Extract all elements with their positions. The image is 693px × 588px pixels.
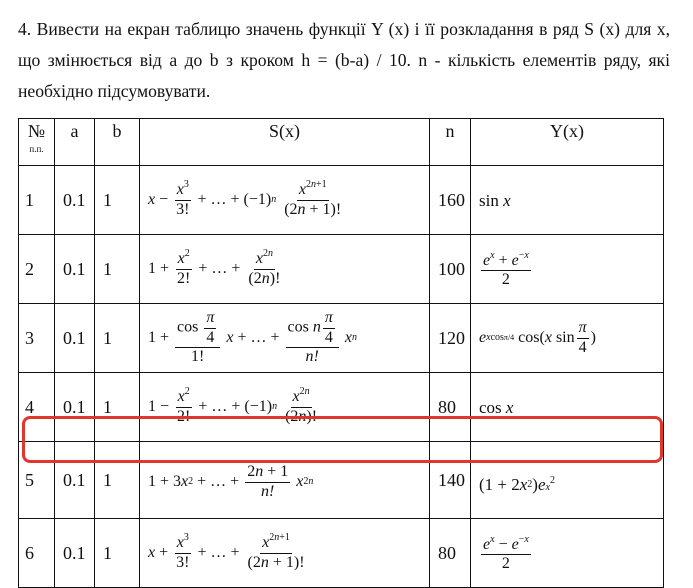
row-b: 1 [95,442,140,519]
row-a: 0.1 [55,442,95,519]
row-a: 0.1 [55,373,95,442]
formula-s: x + $\frac{x^3}{3!}$ + … + $\frac{x^{2n+1}}{(2n + 1)!}$ [140,519,430,588]
row-num: 3 [19,304,55,373]
row-n: 80 [430,519,471,588]
table-row [19,235,664,304]
row-num: 6 [19,519,55,588]
row-a: 0.1 [55,235,95,304]
formula-y: $\frac{e^x + e^{-x}}{2}$ [471,235,664,304]
row-b: 1 [95,235,140,304]
row-n: 140 [430,442,471,519]
formula-s: 1 + cos $\frac{\pi}{4}$ 1! x + … + cos n $\frac{\pi}{4}$ n! x n [140,304,430,373]
formula-s: 1 − $\frac{x^2}{2!}$ + … + (−1) n $\frac{x^{2n}}{(2n)!}$ [140,373,430,442]
row-a: 0.1 [55,519,95,588]
formula-s: x − $\frac{x^3}{3!}$ + … + (−1) n $\frac{x^{2n+1}}{(2n + 1)!}$ [140,166,430,235]
header-num: № п.п. [19,119,55,166]
header-b: b [95,119,140,166]
row-a: 0.1 [55,304,95,373]
row-n: 80 [430,373,471,442]
formula-y: $\frac{e^x - e^{-x}}{2}$ [471,519,664,588]
formula-s: 1 + $\frac{x^2}{2!}$ + … + $\frac{x^{2n}}{(2n)!}$ [140,235,430,304]
header-y: Y(x) [471,119,664,166]
row-n: 120 [430,304,471,373]
row-n: 160 [430,166,471,235]
row-b: 1 [95,519,140,588]
row-num: 5 [19,442,55,519]
row-b: 1 [95,373,140,442]
header-n: n [430,119,471,166]
header-a: a [55,119,95,166]
row-num: 2 [19,235,55,304]
formula-y: sin x [471,166,664,235]
table-row [19,166,664,235]
row-5-highlight [22,416,663,463]
table-row [19,519,664,588]
row-b: 1 [95,166,140,235]
table-row [19,304,664,373]
formula-y: cos x [471,373,664,442]
row-num: 4 [19,373,55,442]
table-header-row [19,119,664,166]
functions-table [18,118,664,588]
row-num: 1 [19,166,55,235]
header-s: S(x) [140,119,430,166]
row-b: 1 [95,304,140,373]
formula-y: e xcosπ/4 cos( x sin $\frac{\pi}{4}$ ) [471,304,664,373]
formula-y: (1 + 2 x 2 ) e $x^2$ [471,442,664,519]
row-a: 0.1 [55,166,95,235]
formula-s: 1 + 3 x 2 + … + $\frac{2n + 1}{n!}$ x 2n [140,442,430,519]
row-n: 100 [430,235,471,304]
task-description: 4. Вивести на екран таблицю значень функції Y (x) і її розкладання в ряд S (x) для x, що змінюється від a до b з кроком h = (b-a) / 10. n - кількість елементів ряду, які необхідно підсумовувати. [18,19,670,101]
